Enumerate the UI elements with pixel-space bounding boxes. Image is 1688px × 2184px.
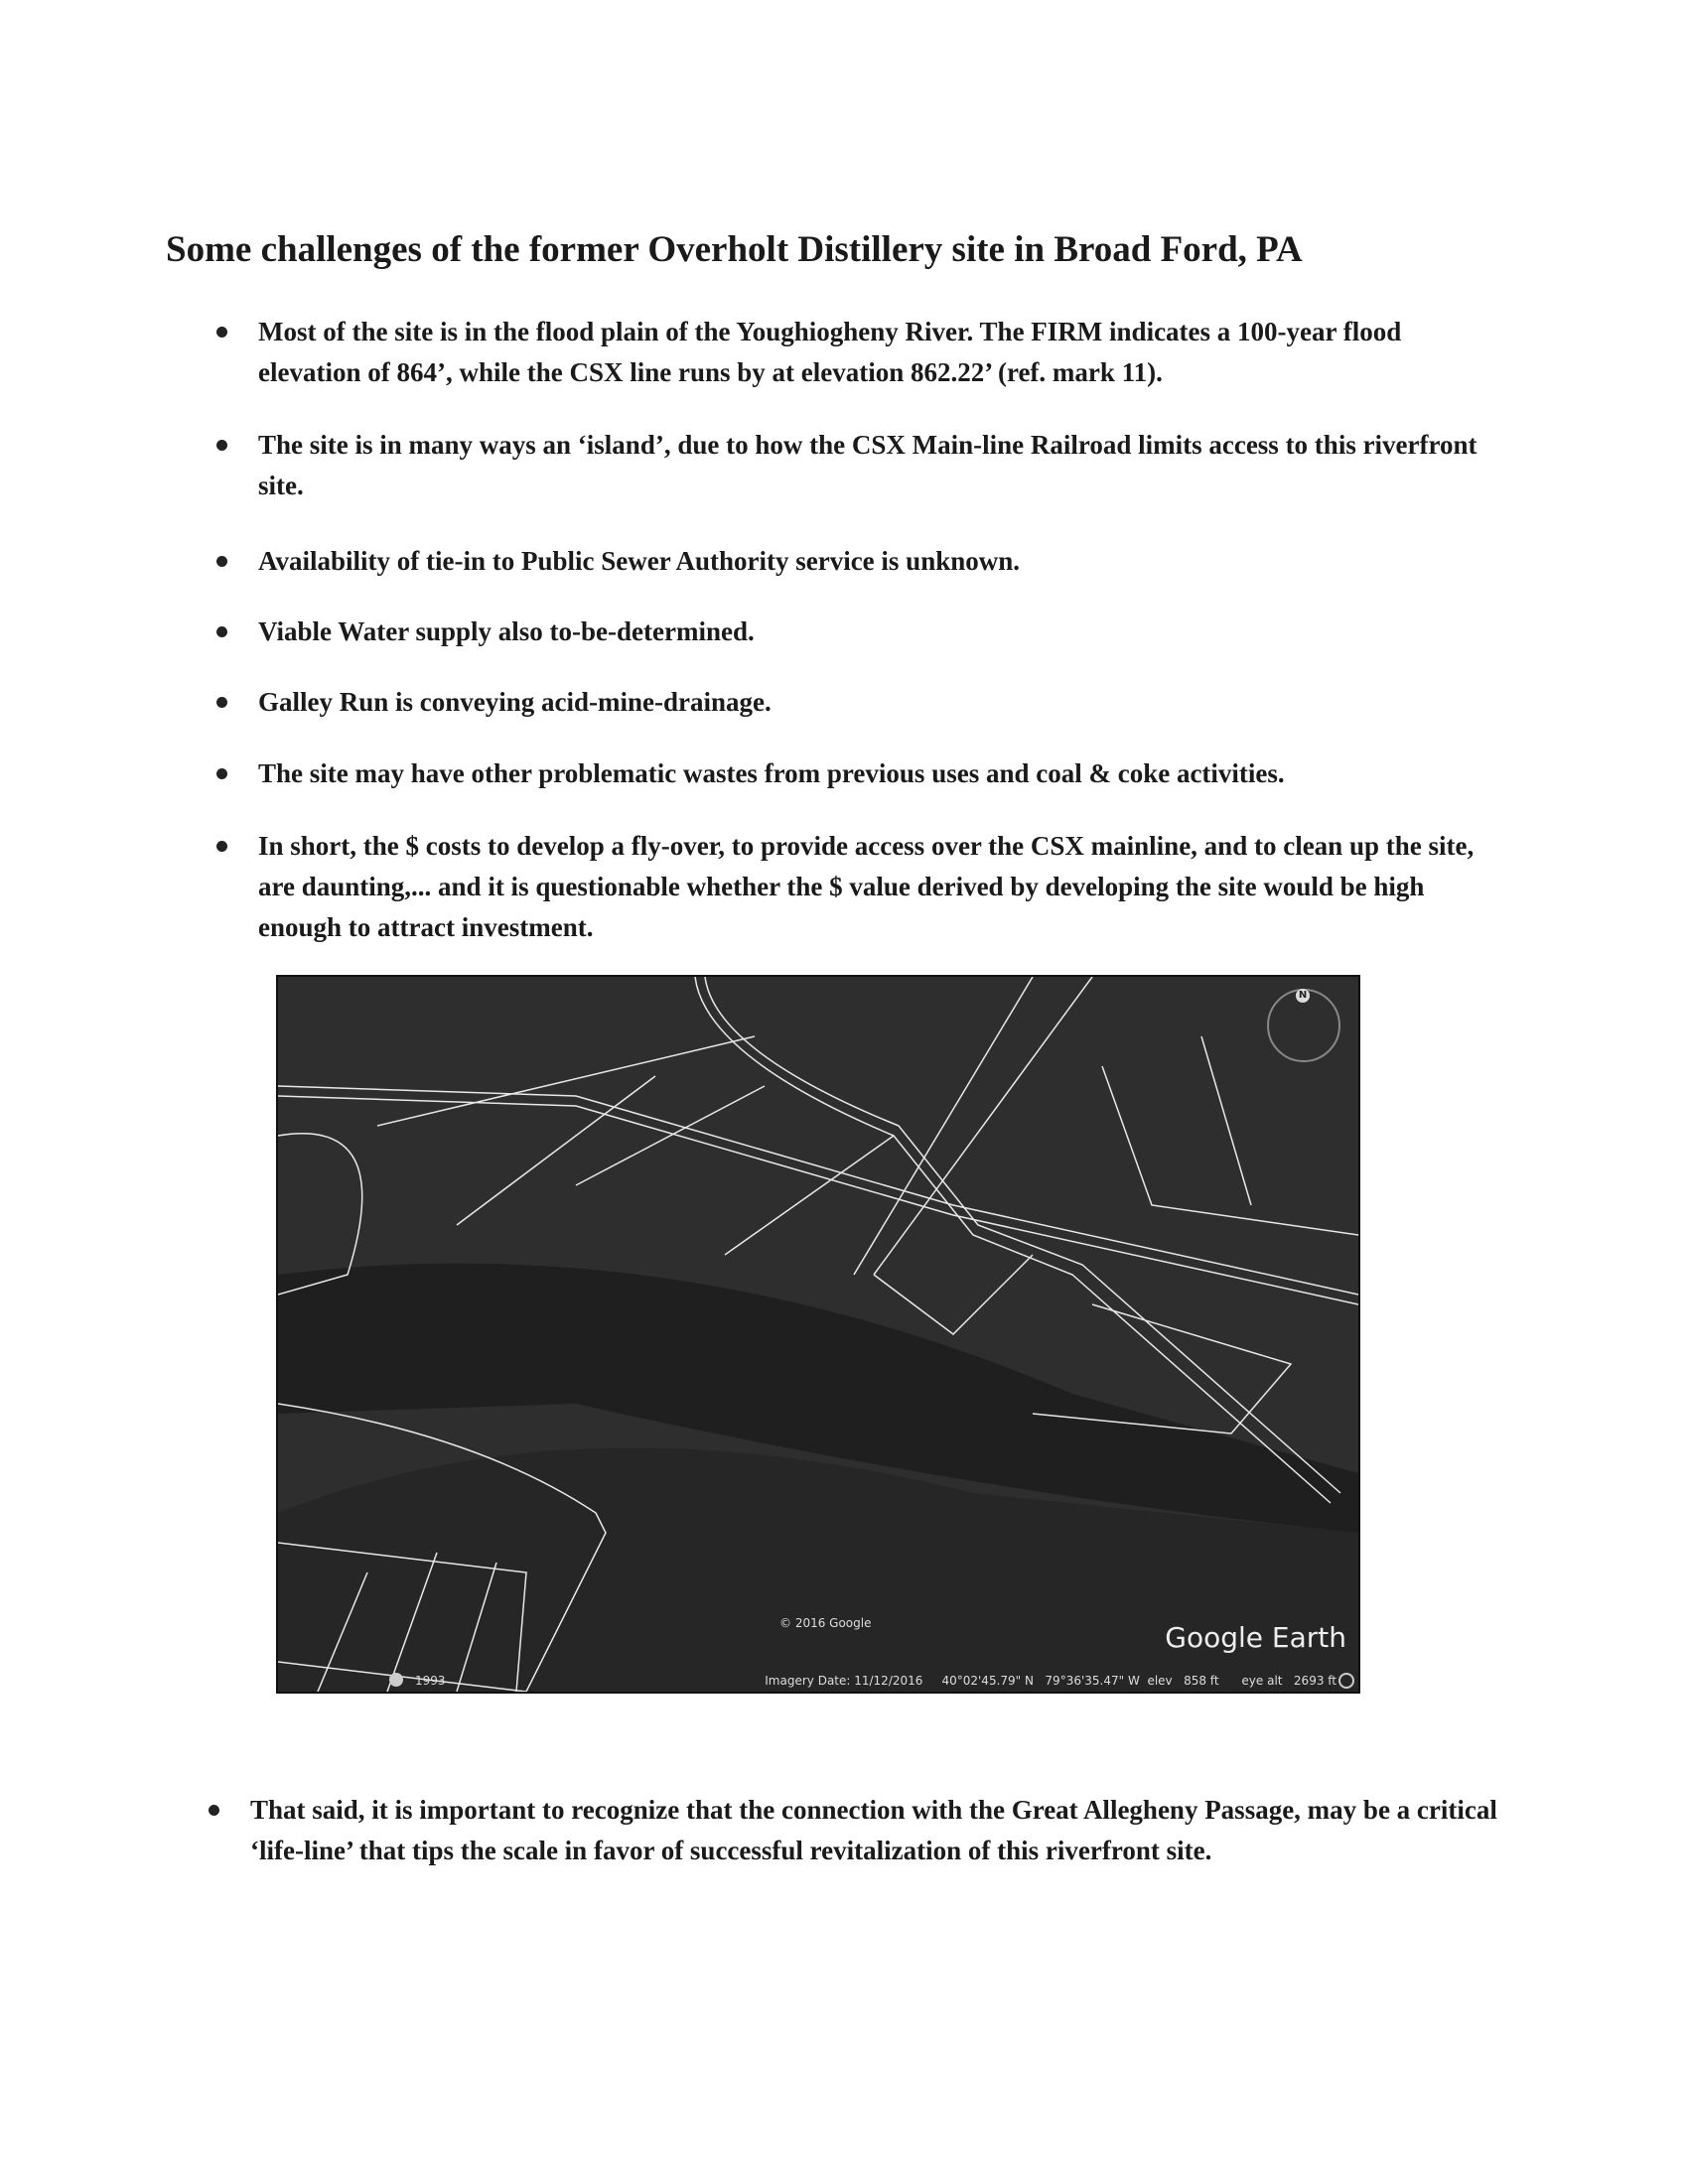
bullet-icon xyxy=(209,1805,219,1816)
bullet-item xyxy=(216,425,1497,506)
bullet-item xyxy=(216,682,1497,723)
compass-icon[interactable] xyxy=(1267,989,1340,1062)
bullet-text: The site may have other problematic wastes from previous uses and coal & coke activities. xyxy=(258,758,1285,788)
bullet-icon xyxy=(216,841,227,852)
map-status-info: Imagery Date: 11/12/2016 40°02'45.79" N 79°36'35.47" W elev 858 ft eye alt 2693 ft xyxy=(765,1674,1336,1688)
aerial-map-image xyxy=(276,975,1360,1694)
bullet-text: Viable Water supply also to-be-determined. xyxy=(258,616,755,646)
bullet-text: The site is in many ways an ‘island’, due to how the CSX Main-line Railroad limits access to this riverfront site. xyxy=(258,430,1477,500)
compass-label: N xyxy=(1296,989,1310,1003)
historical-imagery-icon[interactable] xyxy=(389,1673,403,1687)
bullet-text: In short, the $ costs to develop a fly-over, to provide access over the CSX mainline, and to clean up the site, are daunting,... and it is questionable whether the $ value derived by developing the site would be high enough to attract investment. xyxy=(258,831,1475,942)
parcel-lines xyxy=(278,977,1358,1692)
bullet-item xyxy=(209,1790,1499,1871)
page-title: Some challenges of the former Overholt Distillery site in Broad Ford, PA xyxy=(166,229,1303,270)
historical-year: 1993 xyxy=(415,1674,446,1688)
bullet-icon xyxy=(216,697,227,708)
bullet-icon xyxy=(216,440,227,451)
bullet-icon xyxy=(216,626,227,637)
bullet-text: That said, it is important to recognize that the connection with the Great Allegheny Passage, may be a critical ‘life-line’ that tips the scale in favor of successful revitalization of this riverfront site. xyxy=(250,1795,1497,1865)
map-copyright: © 2016 Google xyxy=(779,1616,872,1630)
map-status-bar xyxy=(278,1670,1358,1692)
bullet-text: Most of the site is in the flood plain of the Youghiogheny River. The FIRM indicates a 100-year flood elevation of 864’, while the CSX line runs by at elevation 862.22’ (ref. mark 11). xyxy=(258,317,1402,387)
bullet-icon xyxy=(216,327,227,338)
loading-icon xyxy=(1338,1673,1354,1689)
bullet-icon xyxy=(216,768,227,779)
bullet-item xyxy=(216,541,1497,582)
bullet-text: Galley Run is conveying acid-mine-drainage. xyxy=(258,687,772,717)
google-earth-logo: Google Earth xyxy=(1165,1621,1346,1654)
bullet-item xyxy=(216,312,1497,393)
bullet-item xyxy=(216,826,1497,948)
bullet-text: Availability of tie-in to Public Sewer Authority service is unknown. xyxy=(258,546,1021,576)
bullet-item xyxy=(216,612,1497,652)
bullet-item xyxy=(216,753,1497,794)
bullet-icon xyxy=(216,556,227,567)
